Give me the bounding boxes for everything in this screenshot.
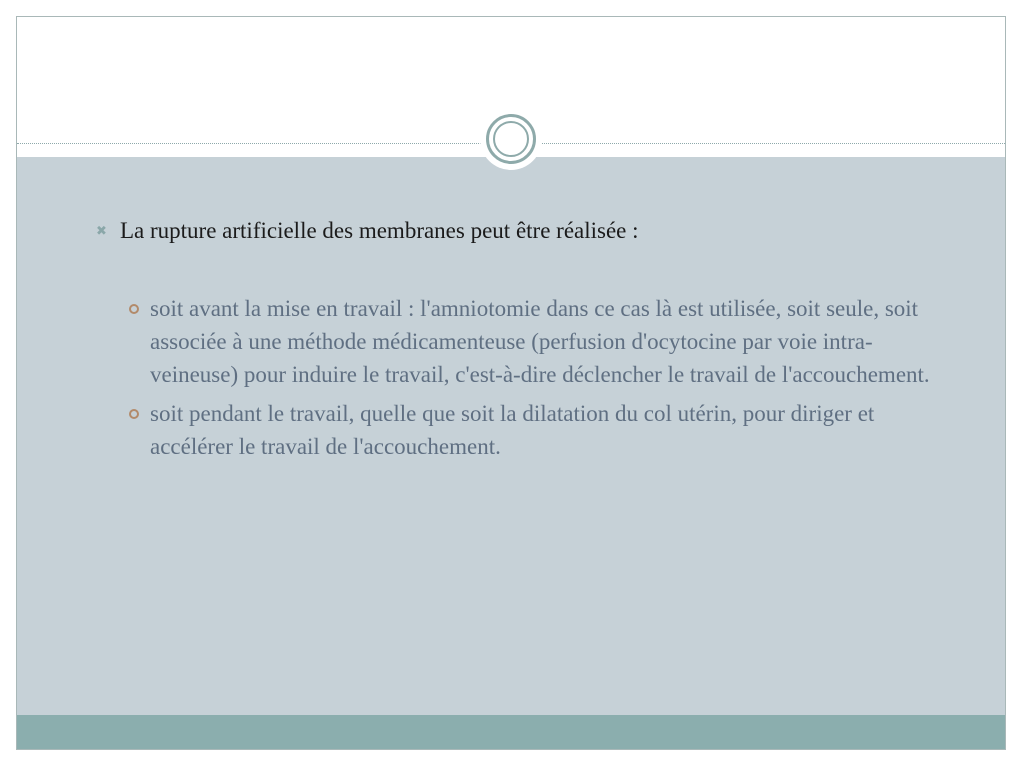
bullet-text: La rupture artificielle des membranes peut être réalisée :	[120, 218, 639, 243]
sub-bullet	[150, 292, 960, 391]
sub-bullet-list	[150, 292, 960, 469]
sub-bullet	[150, 397, 960, 463]
hollow-circle-bullet-icon	[129, 304, 139, 314]
hollow-circle-bullet-icon	[129, 409, 139, 419]
double-ring-ornament-icon	[480, 108, 542, 170]
sub-bullet-text: soit avant la mise en travail : l'amniotomie dans ce cas là est utilisée, soit seule, soit associée à une méthode médicamenteuse (perfusion d'ocytocine par voie intra-veineuse) pour induire le travail, c'est-à-dire déclencher le travail de l'accouchement.	[150, 296, 930, 387]
footer-bar	[17, 715, 1005, 749]
bullet-level-1	[96, 216, 940, 246]
x-mark-bullet-icon: ✖	[96, 223, 107, 238]
sub-bullet-text: soit pendant le travail, quelle que soit la dilatation du col utérin, pour diriger et accélérer le travail de l'accouchement.	[150, 401, 875, 459]
